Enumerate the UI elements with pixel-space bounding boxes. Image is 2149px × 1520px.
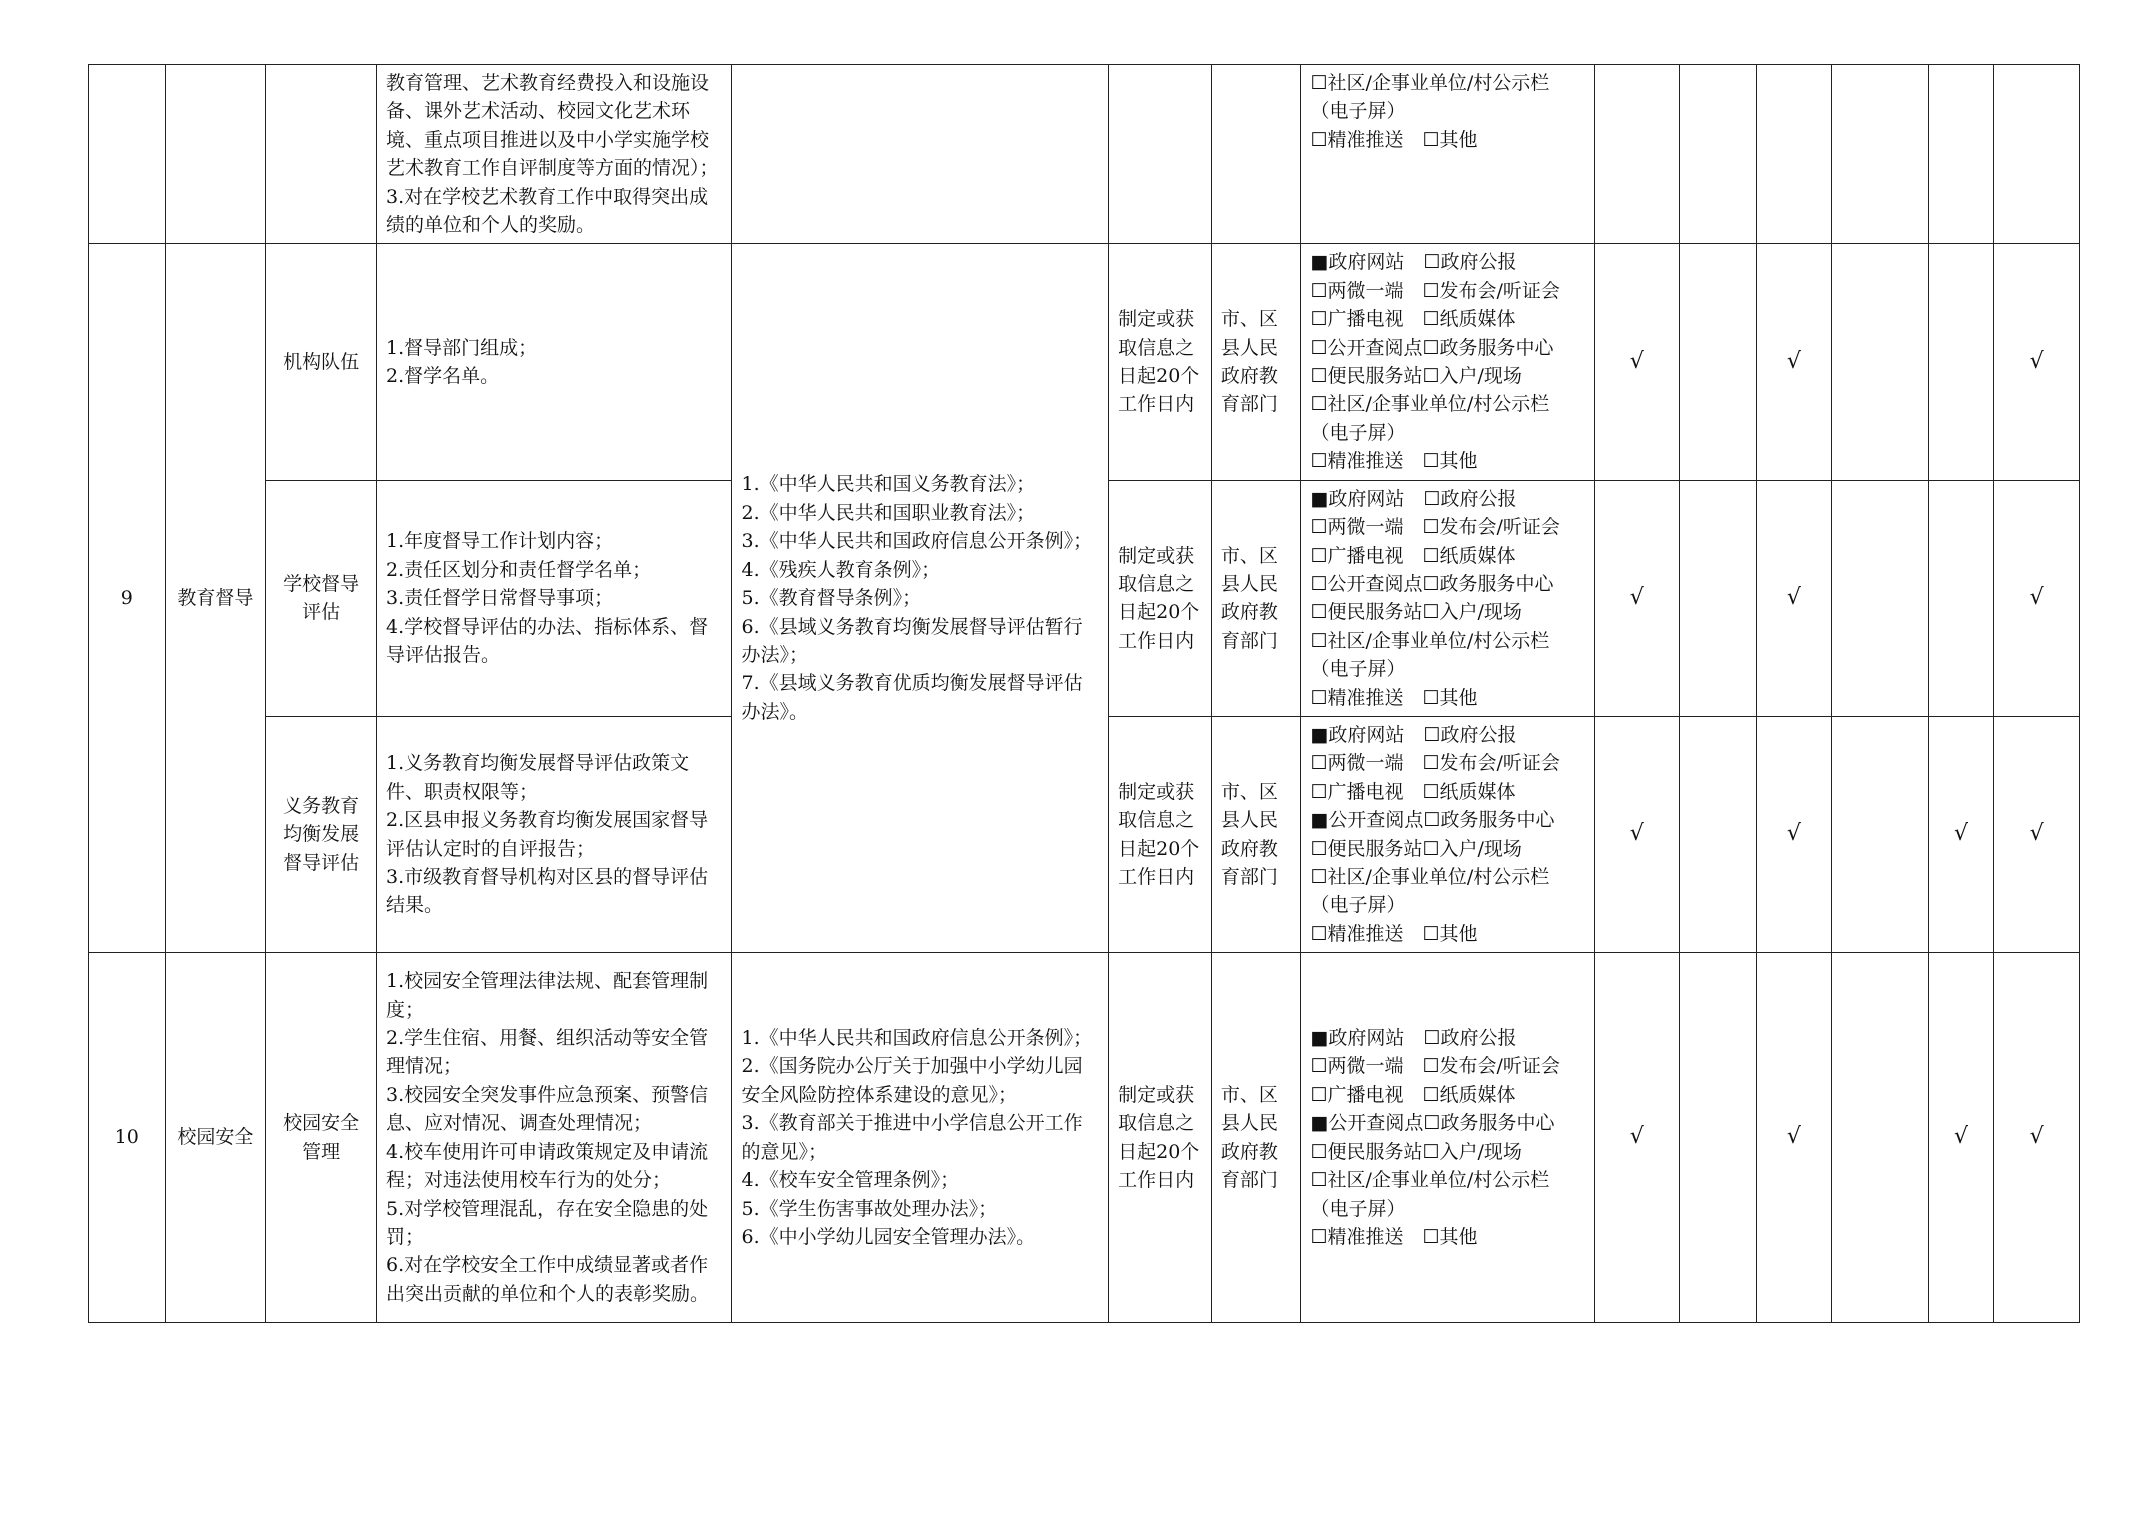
cell-time-limit: 制定或获取信息之日起20个工作日内 bbox=[1109, 244, 1212, 480]
cell-category: 教育督导 bbox=[165, 244, 266, 953]
cell-time-limit: 制定或获取信息之日起20个工作日内 bbox=[1109, 716, 1212, 952]
cell-mark: √ bbox=[1994, 244, 2080, 480]
cell-content: 教育管理、艺术教育经费投入和设施设备、课外艺术活动、校园文化艺术环境、重点项目推进以及中小学实施学校艺术教育工作自评制度等方面的情况）； 3.对在学校艺术教育工作中取得突出成绩的单位和个人的奖励。 bbox=[377, 65, 732, 244]
cell-item: 机构队伍 bbox=[266, 244, 377, 480]
channel-line: ☐便民服务站☐入户/现场 bbox=[1310, 1140, 1522, 1163]
cell-mark: √ bbox=[1994, 716, 2080, 952]
cell-content: 1.督导部门组成； 2.督学名单。 bbox=[377, 244, 732, 480]
cell-mark: √ bbox=[1594, 480, 1680, 716]
cell-item bbox=[266, 65, 377, 244]
cell-mark bbox=[1680, 244, 1757, 480]
cell-mark bbox=[1928, 244, 1993, 480]
cell-subject: 市、区县人民政府教育部门 bbox=[1211, 244, 1301, 480]
cell-num: 9 bbox=[89, 244, 166, 953]
cell-mark bbox=[1594, 65, 1680, 244]
cell-mark bbox=[1832, 244, 1929, 480]
channel-line: ☐广播电视 ☐纸质媒体 bbox=[1310, 308, 1516, 331]
channel-line: ☐社区/企事业单位/村公示栏 bbox=[1310, 393, 1550, 416]
cell-content: 1.义务教育均衡发展督导评估政策文件、职责权限等； 2.区县申报义务教育均衡发展国家督导评估认定时的自评报告； 3.市级教育督导机构对区县的督导评估结果。 bbox=[377, 716, 732, 952]
cell-num: 10 bbox=[89, 953, 166, 1323]
cell-mark bbox=[1680, 716, 1757, 952]
cell-mark bbox=[1680, 953, 1757, 1323]
cell-item: 义务教育均衡发展督导评估 bbox=[266, 716, 377, 952]
cell-subject: 市、区县人民政府教育部门 bbox=[1211, 716, 1301, 952]
cell-category: 校园安全 bbox=[165, 953, 266, 1323]
cell-mark bbox=[1928, 480, 1993, 716]
cell-basis: 1.《中华人民共和国义务教育法》； 2.《中华人民共和国职业教育法》； 3.《中华人民共和国政府信息公开条例》； 4.《残疾人教育条例》； 5.《教育督导条例》； 6.《县域义务教育均衡发展督导评估暂行办法》； 7.《县域义务教育优质均衡发展督导评估办法》。 bbox=[732, 244, 1109, 953]
cell-mark: √ bbox=[1756, 953, 1832, 1323]
cell-mark bbox=[1680, 480, 1757, 716]
cell-mark: √ bbox=[1756, 716, 1832, 952]
channel-line: ☐公开查阅点☐政务服务中心 bbox=[1310, 572, 1554, 595]
cell-time-limit: 制定或获取信息之日起20个工作日内 bbox=[1109, 480, 1212, 716]
channel-line: （电子屏） bbox=[1310, 658, 1406, 681]
cell-mark: √ bbox=[1994, 953, 2080, 1323]
cell-category bbox=[165, 65, 266, 244]
cell-item: 学校督导评估 bbox=[266, 480, 377, 716]
channel-line: （电子屏） bbox=[1310, 421, 1406, 444]
cell-mark: √ bbox=[1994, 480, 2080, 716]
cell-channels bbox=[1301, 244, 1594, 480]
cell-basis: 1.《中华人民共和国政府信息公开条例》； 2.《国务院办公厅关于加强中小学幼儿园安全风险防控体系建设的意见》； 3.《教育部关于推进中小学信息公开工作的意见》； 4.《校车安全管理条例》； 5.《学生伤害事故处理办法》； 6.《中小学幼儿园安全管理办法》。 bbox=[732, 953, 1109, 1323]
cell-basis bbox=[732, 65, 1109, 244]
cell-mark: √ bbox=[1756, 480, 1832, 716]
cell-channels bbox=[1301, 953, 1594, 1323]
channel-line: （电子屏） bbox=[1310, 894, 1406, 917]
channel-line: （电子屏） bbox=[1310, 1197, 1406, 1220]
cell-subject: 市、区县人民政府教育部门 bbox=[1211, 953, 1301, 1323]
cell-mark bbox=[1832, 480, 1929, 716]
channel-line: ☐精准推送 ☐其他 bbox=[1310, 1225, 1478, 1248]
channel-line: ☐社区/企事业单位/村公示栏 bbox=[1310, 72, 1550, 94]
channel-line: ☐精准推送 ☐其他 bbox=[1310, 450, 1478, 473]
cell-content: 1.校园安全管理法律法规、配套管理制度； 2.学生住宿、用餐、组织活动等安全管理情况； 3.校园安全突发事件应急预案、预警信息、应对情况、调查处理情况； 4.校车使用许可申请政策规定及申请流程；对违法使用校车行为的处分； 5.对学校管理混乱，存在安全隐患的处罚； 6.对在学校安全工作中成绩显著或者作出突出贡献的单位和个人的表彰奖励。 bbox=[377, 953, 732, 1323]
disclosure-table bbox=[88, 64, 2080, 1323]
cell-mark: √ bbox=[1928, 953, 1993, 1323]
cell-mark bbox=[1994, 65, 2080, 244]
channel-line: ☐社区/企事业单位/村公示栏 bbox=[1310, 629, 1550, 652]
channel-line: ■政府网站 ☐政府公报 bbox=[1310, 723, 1517, 746]
cell-mark bbox=[1928, 65, 1993, 244]
channel-line: ☐广播电视 ☐纸质媒体 bbox=[1310, 544, 1516, 567]
table-row bbox=[89, 953, 2080, 1323]
cell-mark bbox=[1832, 716, 1929, 952]
channel-line: ■公开查阅点☐政务服务中心 bbox=[1310, 1112, 1555, 1135]
cell-subject: 市、区县人民政府教育部门 bbox=[1211, 480, 1301, 716]
channel-line: ☐社区/企事业单位/村公示栏 bbox=[1310, 865, 1550, 888]
channel-line: ☐两微一端 ☐发布会/听证会 bbox=[1310, 279, 1560, 302]
cell-item: 校园安全管理 bbox=[266, 953, 377, 1323]
channel-line: ☐精准推送 ☐其他 bbox=[1310, 128, 1478, 151]
channel-line: ☐两微一端 ☐发布会/听证会 bbox=[1310, 752, 1560, 775]
channel-line: ☐两微一端 ☐发布会/听证会 bbox=[1310, 516, 1560, 539]
cell-mark: √ bbox=[1594, 953, 1680, 1323]
channel-line: ☐便民服务站☐入户/现场 bbox=[1310, 837, 1522, 860]
channel-line: ☐广播电视 ☐纸质媒体 bbox=[1310, 1083, 1516, 1106]
cell-mark: √ bbox=[1594, 716, 1680, 952]
channel-line: ☐精准推送 ☐其他 bbox=[1310, 686, 1478, 709]
table-row bbox=[89, 65, 2080, 244]
cell-mark: √ bbox=[1928, 716, 1993, 952]
channel-line: ■政府网站 ☐政府公报 bbox=[1310, 251, 1517, 274]
channel-line: ☐广播电视 ☐纸质媒体 bbox=[1310, 780, 1516, 803]
cell-channels bbox=[1301, 65, 1594, 244]
cell-content: 1.年度督导工作计划内容； 2.责任区划分和责任督学名单； 3.责任督学日常督导事项； 4.学校督导评估的办法、指标体系、督导评估报告。 bbox=[377, 480, 732, 716]
cell-mark: √ bbox=[1594, 244, 1680, 480]
channel-line: ☐精准推送 ☐其他 bbox=[1310, 922, 1478, 945]
channel-line: ■政府网站 ☐政府公报 bbox=[1310, 487, 1517, 510]
channel-line: ☐两微一端 ☐发布会/听证会 bbox=[1310, 1055, 1560, 1078]
cell-time-limit: 制定或获取信息之日起20个工作日内 bbox=[1109, 953, 1212, 1323]
cell-time-limit bbox=[1109, 65, 1212, 244]
cell-channels bbox=[1301, 480, 1594, 716]
channel-line: ■公开查阅点☐政务服务中心 bbox=[1310, 809, 1555, 832]
cell-mark bbox=[1680, 65, 1757, 244]
channel-line: （电子屏） bbox=[1310, 100, 1406, 123]
table-row bbox=[89, 244, 2080, 480]
cell-mark bbox=[1756, 65, 1832, 244]
cell-mark bbox=[1832, 953, 1929, 1323]
cell-num bbox=[89, 65, 166, 244]
channel-line: ■政府网站 ☐政府公报 bbox=[1310, 1027, 1517, 1050]
cell-channels bbox=[1301, 716, 1594, 952]
cell-mark bbox=[1832, 65, 1929, 244]
cell-subject bbox=[1211, 65, 1301, 244]
channel-line: ☐便民服务站☐入户/现场 bbox=[1310, 365, 1522, 388]
channel-line: ☐公开查阅点☐政务服务中心 bbox=[1310, 336, 1554, 359]
channel-line: ☐社区/企事业单位/村公示栏 bbox=[1310, 1169, 1550, 1192]
channel-line: ☐便民服务站☐入户/现场 bbox=[1310, 601, 1522, 624]
cell-mark: √ bbox=[1756, 244, 1832, 480]
